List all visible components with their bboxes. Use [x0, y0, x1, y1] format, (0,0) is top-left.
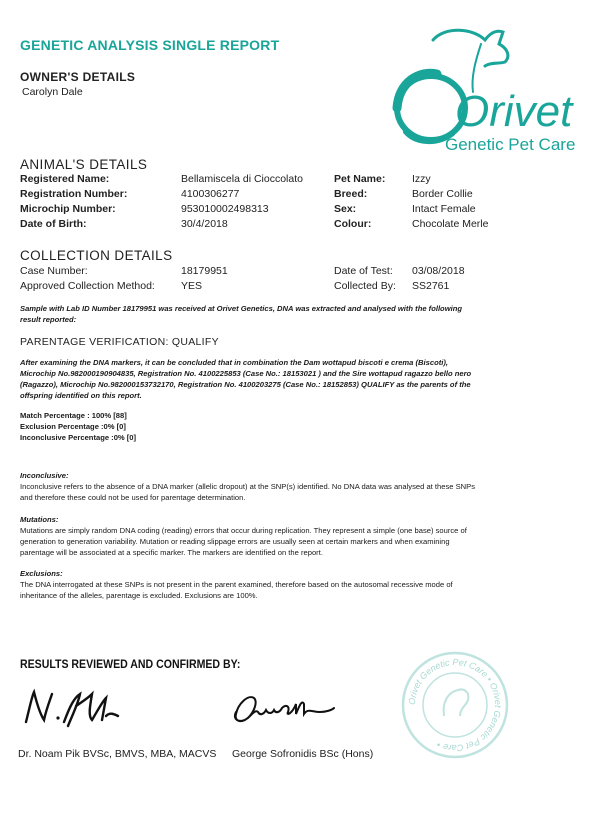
- logo-tagline: Genetic Pet Care: [445, 135, 576, 154]
- logo-wordmark: Orivet: [455, 87, 573, 136]
- collection-heading: COLLECTION DETAILS: [20, 248, 173, 263]
- collected-by-value: SS2761: [412, 280, 450, 292]
- mutations-line-2: generation to generation variability. Mutation or reading slippage errors are usually seen at certain markers and when examining: [20, 537, 450, 546]
- exclusions-line-2: inheritance of the alleles, parentage is excluded. Exclusions are 100%.: [20, 591, 258, 600]
- pet-name-value: Izzy: [412, 173, 431, 185]
- approved-method-value: YES: [181, 280, 203, 292]
- microchip-number-label: Microchip Number:: [20, 203, 116, 215]
- breed-label: Breed:: [334, 188, 368, 200]
- animal-heading: ANIMAL'S DETAILS: [20, 157, 148, 172]
- match-percentage: Match Percentage : 100% [88]: [20, 411, 127, 420]
- registration-number-label: Registration Number:: [20, 188, 128, 200]
- seal-text: Orivet Genetic Pet Care • Orivet Genetic Pet Care •: [406, 656, 504, 754]
- parentage-line-4: offspring identified on this report.: [20, 391, 142, 400]
- sex-label: Sex:: [334, 203, 357, 215]
- owner-name: Carolyn Dale: [22, 86, 83, 98]
- registered-name-value: Bellamiscela di Cioccolato: [181, 173, 303, 185]
- exclusions-title: Exclusions:: [20, 569, 63, 578]
- parentage-line-3: (Ragazzo), Microchip No.982000153732170, Registration No. 4100203275 (Case No.: 18152853) QUALIFY as the parents of the: [20, 380, 471, 389]
- inconclusive-title: Inconclusive:: [20, 471, 69, 480]
- inconclusive-percentage: Inconclusive Percentage :0% [0]: [20, 433, 137, 442]
- exclusion-percentage: Exclusion Percentage :0% [0]: [20, 422, 126, 431]
- signature-pik: [22, 686, 122, 730]
- parentage-line-2: Microchip No.982000190904835, Registration No. 4100225853 (Case No.: 18153021 ) and the Sire wottapud ragazzo bello nero: [20, 369, 472, 378]
- sex-value: Intact Female: [412, 203, 476, 215]
- date-of-birth-label: Date of Birth:: [20, 218, 87, 230]
- mutations-title: Mutations:: [20, 515, 59, 524]
- signatory-1-name: Dr. Noam Pik BVSc, BMVS, MBA, MACVS: [18, 748, 217, 760]
- breed-value: Border Collie: [412, 188, 473, 200]
- inconclusive-line-2: and therefore these could not be used for parentage determination.: [20, 493, 246, 502]
- sample-statement-line2: result reported:: [20, 315, 77, 324]
- mutations-line-1: Mutations are simply random DNA coding (reading) errors that occur during replication. They represent a simple (one base) source of: [20, 526, 467, 535]
- mutations-line-3: parentage will be associated at a specific marker. The markers are identified on the report.: [20, 548, 323, 557]
- owner-heading: OWNER'S DETAILS: [20, 70, 136, 84]
- signature-sofronidis: [228, 690, 338, 726]
- date-of-test-label: Date of Test:: [334, 265, 393, 277]
- signatory-2-name: George Sofronidis BSc (Hons): [232, 748, 374, 760]
- report-title: GENETIC ANALYSIS SINGLE REPORT: [20, 37, 280, 53]
- case-number-value: 18179951: [181, 265, 228, 277]
- orivet-logo-graphic: [375, 22, 590, 162]
- registration-number-value: 4100306277: [181, 188, 240, 200]
- date-of-birth-value: 30/4/2018: [181, 218, 228, 230]
- colour-label: Colour:: [334, 218, 372, 230]
- orivet-logo: [375, 22, 590, 162]
- review-heading: RESULTS REVIEWED AND CONFIRMED BY:: [20, 657, 241, 671]
- parentage-line-1: After examining the DNA markers, it can be concluded that in combination the Dam wottapud biscoti e crema (Biscoti),: [20, 358, 448, 367]
- colour-value: Chocolate Merle: [412, 218, 489, 230]
- case-number-label: Case Number:: [20, 265, 88, 277]
- exclusions-line-1: The DNA interrogated at these SNPs is not present in the parent examined, therefore based on the autosomal recessive mode of: [20, 580, 453, 589]
- approved-method-label: Approved Collection Method:: [20, 280, 155, 292]
- pet-name-label: Pet Name:: [334, 173, 386, 185]
- sample-statement-line1: Sample with Lab ID Number 18179951 was received at Orivet Genetics, DNA was extracted and analysed with the following: [20, 304, 462, 313]
- parentage-heading: PARENTAGE VERIFICATION: QUALIFY: [20, 336, 219, 348]
- inconclusive-line-1: Inconclusive refers to the absence of a DNA marker (allelic dropout) at the SNP(s) identified. No DNA data was analysed at these SNPs: [20, 482, 476, 491]
- date-of-test-value: 03/08/2018: [412, 265, 465, 277]
- registered-name-label: Registered Name:: [20, 173, 110, 185]
- orivet-seal: [400, 650, 510, 760]
- microchip-number-value: 953010002498313: [181, 203, 269, 215]
- seal-graphic: [400, 650, 510, 760]
- collected-by-label: Collected By:: [334, 280, 396, 292]
